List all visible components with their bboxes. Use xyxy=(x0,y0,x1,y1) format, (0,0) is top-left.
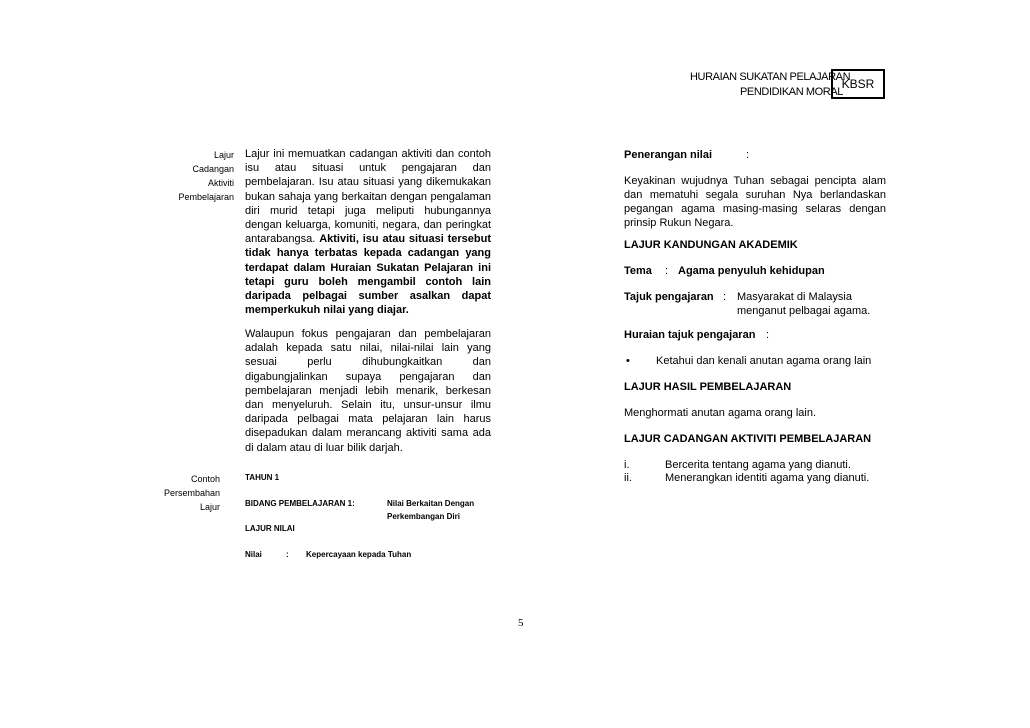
tema-value: Agama penyuluh kehidupan xyxy=(678,265,825,277)
kandungan-akademik-heading: LAJUR KANDUNGAN AKADEMIK xyxy=(624,239,798,251)
tema-colon: : xyxy=(665,265,669,277)
aktiviti-text: Menerangkan identiti agama yang dianuti. xyxy=(665,472,870,484)
penerangan-nilai-label: Penerangan nilai xyxy=(624,149,713,161)
side-label-contoh-persembahan: Contoh Persembahan Lajur xyxy=(163,474,220,512)
huraian-colon: : xyxy=(766,329,770,341)
nilai-colon: : xyxy=(286,550,289,559)
bidang-label: BIDANG PEMBELAJARAN 1: xyxy=(245,499,355,508)
tajuk-value-line1: Masyarakat di Malaysia xyxy=(737,291,852,303)
tajuk-pengajaran-label: Tajuk pengajaran xyxy=(624,291,714,303)
side-label-lajur-cadangan: Lajur Cadangan Aktiviti Pembelajaran xyxy=(178,150,234,202)
nilai-label: Nilai xyxy=(245,550,262,559)
huraian-tajuk-label: Huraian tajuk pengajaran xyxy=(624,329,756,341)
bidang-value-line2: Perkembangan Diri xyxy=(387,512,460,521)
paragraph-fokus: Walaupun fokus pengajaran dan pembelajaran adalah kepada satu nilai, nilai-nilai lain yang sesuai perlu dihubungkaitkan dan digabungjalinkan supaya pengajaran dan pembelajaran menjadi lebih menarik, berkesan dan menyeluruh. Selain itu, unsur-unsur ilmu daripada pelbagai mata pelajaran lain harus disepadukan dalam merancang aktiviti sama ada di dalam atau di luar bilik darjah. xyxy=(245,328,491,454)
hasil-pembelajaran-text: Menghormati anutan agama orang lain. xyxy=(624,407,817,419)
lajur-nilai-label: LAJUR NILAI xyxy=(245,524,295,533)
tema-label: Tema xyxy=(624,265,652,277)
aktiviti-text: Bercerita tentang agama yang dianuti. xyxy=(665,459,851,471)
huraian-item: Ketahui dan kenali anutan agama orang lain xyxy=(656,355,872,367)
tajuk-value-line2: menganut pelbagai agama. xyxy=(737,305,871,317)
paragraph-lajur-bold: Aktiviti, isu atau situasi tersebut tidak hanya terbatas kepada cadangan yang terdapat dalam Huraian Sukatan Pelajaran ini tetapi guru boleh mengambil contoh lain daripada pelbagai sumber asalkan dapat memperkukuh nilai yang diajar. xyxy=(245,233,491,317)
paragraph-lajur-description xyxy=(245,147,491,317)
bidang-value-line1: Nilai Berkaitan Dengan xyxy=(387,499,475,508)
tajuk-colon: : xyxy=(723,291,727,303)
bullet-icon: • xyxy=(626,355,630,367)
aktiviti-num: i. xyxy=(624,459,630,471)
page-number: 5 xyxy=(518,617,524,629)
kbsr-badge: KBSR xyxy=(831,69,885,99)
nilai-value: Kepercayaan kepada Tuhan xyxy=(306,550,412,559)
header-title-line1: HURAIAN SUKATAN PELAJARAN xyxy=(690,71,851,83)
paragraph-lajur-normal: Lajur ini memuatkan cadangan aktiviti dan contoh isu atau situasi untuk pengajaran dan pembelajaran. Isu atau situasi yang dikemukakan bukan sahaja yang berkaitan dengan pengalaman diri murid tetapi juga meliputi hubungannya dengan keluarga, komuniti, negara, dan peringkat antarabangsa. xyxy=(245,148,491,246)
aktiviti-num: ii. xyxy=(624,472,632,484)
penerangan-nilai-text: Keyakinan wujudnya Tuhan sebagai pencipta alam dan mematuhi segala suruhan Nya berlandaskan pegangan agama masing-masing selaras dengan prinsip Rukun Negara. xyxy=(624,175,886,229)
penerangan-colon: : xyxy=(746,149,750,161)
cadangan-aktiviti-heading: LAJUR CADANGAN AKTIVITI PEMBELAJARAN xyxy=(624,433,872,445)
hasil-pembelajaran-heading: LAJUR HASIL PEMBELAJARAN xyxy=(624,381,792,393)
tahun-label: TAHUN 1 xyxy=(245,473,280,482)
header-title-line2: PENDIDIKAN MORAL xyxy=(740,86,844,98)
